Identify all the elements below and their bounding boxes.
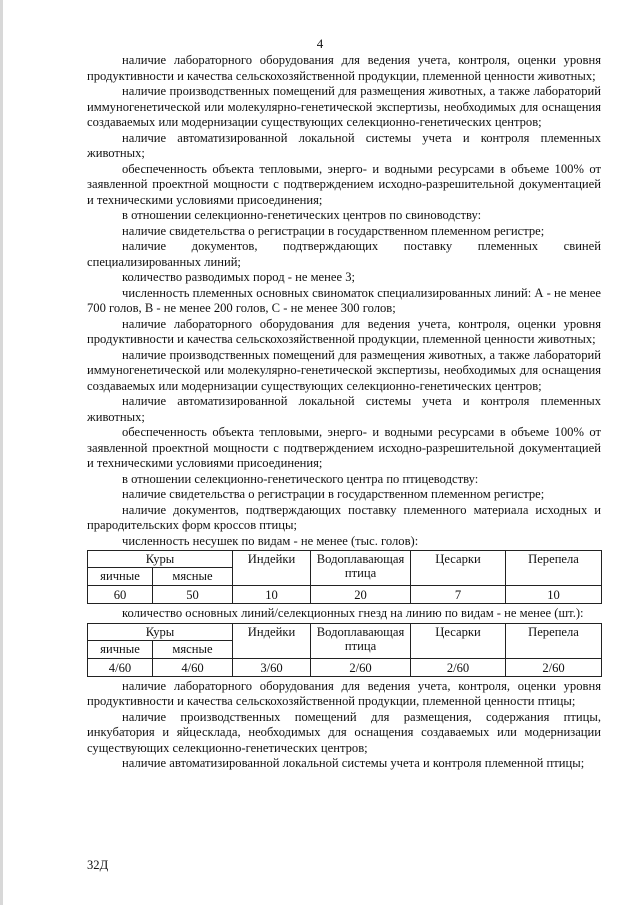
header-egg-chickens: яичные xyxy=(88,640,153,658)
header-quail: Перепела xyxy=(506,551,602,586)
table-cell: 10 xyxy=(506,586,602,604)
paragraph: наличие свидетельства о регистрации в государственном племенном регистре; xyxy=(122,223,545,238)
header-quail: Перепела xyxy=(506,623,602,658)
scan-edge xyxy=(0,0,3,905)
table-cell: 4/60 xyxy=(153,658,233,676)
page-number: 4 xyxy=(316,36,324,51)
paragraph: численность племенных основных свиноматок специализированных линий: А - не менее 700 голов, В - не менее 200 голов, С - не менее 300 голов; xyxy=(87,285,601,315)
paragraph: наличие лабораторного оборудования для ведения учета, контроля, оценки уровня продуктивности и качества сельскохозяйственной продукции, племенной ценности птицы; xyxy=(87,678,601,708)
footer-code: 32Д xyxy=(87,858,109,872)
paragraphs-a xyxy=(87,53,601,549)
paragraph: наличие производственных помещений для размещения животных, а также лабораторий иммуногенетической или молекулярно-генетической экспертизы, необходимых для оснащения создаваемых или модернизации существующих селекционно-генетических центров; xyxy=(87,84,601,129)
section-heading-pigs: в отношении селекционно-генетических центров по свиноводству: xyxy=(122,208,482,222)
paragraph: наличие производственных помещений для размещения, содержания птицы, инкубатория и яйцесклада, необходимых для оснащения создаваемых или модернизации существующих селекционно-генетических центров; xyxy=(87,709,601,755)
header-guinea-fowl: Цесарки xyxy=(411,623,506,658)
table-cell: 7 xyxy=(411,586,506,604)
paragraph: наличие автоматизированной локальной системы учета и контроля племенных животных; xyxy=(87,130,601,160)
header-guinea-fowl: Цесарки xyxy=(411,551,506,586)
lines-count-table xyxy=(87,623,602,677)
paragraph: обеспеченность объекта тепловыми, энерго- и водными ресурсами в объеме 100% от заявленной проектной мощности с подтверждением исходно-разрешительной документацией и техническими условиями присоединения; xyxy=(87,425,601,470)
header-turkeys: Индейки xyxy=(233,551,311,586)
header-egg-chickens: яичные xyxy=(88,568,153,586)
paragraph: обеспеченность объекта тепловыми, энерго- и водными ресурсами в объеме 100% от заявленной проектной мощности с подтверждением исходно-разрешительной документацией и техническими условиями присоединения; xyxy=(87,161,601,207)
paragraph: наличие автоматизированной локальной системы учета и контроля племенных животных; xyxy=(87,394,601,424)
paragraph: наличие лабораторного оборудования для ведения учета, контроля, оценки уровня продуктивности и качества сельскохозяйственной продукции, племенной ценности животных; xyxy=(87,316,601,346)
paragraph: количество разводимых пород - не менее 3; xyxy=(122,270,356,284)
header-waterfowl: Водоплавающая птица xyxy=(311,551,411,586)
document-body xyxy=(87,53,601,772)
header-chickens: Куры xyxy=(88,551,233,568)
table-cell: 10 xyxy=(233,586,311,604)
header-waterfowl: Водоплавающая птица xyxy=(311,623,411,658)
paragraph: наличие лабораторного оборудования для ведения учета, контроля, оценки уровня продуктивности и качества сельскохозяйственной продукции, племенной ценности животных; xyxy=(87,53,601,83)
paragraph: наличие производственных помещений для размещения животных, а также лабораторий иммуногенетической или молекулярно-генетической экспертизы, необходимых для оснащения создаваемых или модернизации существующих селекционно-генетических центров; xyxy=(87,347,601,393)
table2-intro: количество основных линий/селекционных гнезд на линию по видам - не менее (шт.): xyxy=(122,606,584,620)
paragraph: наличие свидетельства о регистрации в государственном племенном регистре; xyxy=(122,487,545,501)
paragraph: наличие документов, подтверждающих поставку племенного материала исходных и прародительских форм кроссов птицы; xyxy=(87,502,601,532)
paragraph: наличие автоматизированной локальной системы учета и контроля племенной птицы; xyxy=(122,756,585,770)
table-cell: 20 xyxy=(311,586,411,604)
table-cell: 4/60 xyxy=(88,658,153,676)
layers-count-table xyxy=(87,550,602,604)
header-meat-chickens: мясные xyxy=(153,640,233,658)
table-cell: 2/60 xyxy=(311,658,411,676)
table-cell: 2/60 xyxy=(411,658,506,676)
table-cell: 50 xyxy=(153,586,233,604)
table-cell: 3/60 xyxy=(233,658,311,676)
table-cell: 60 xyxy=(88,586,153,604)
section-heading-poultry: в отношении селекционно-генетического центра по птицеводству: xyxy=(122,471,479,486)
header-turkeys: Индейки xyxy=(233,623,311,658)
table-cell: 2/60 xyxy=(506,658,602,676)
header-chickens: Куры xyxy=(88,623,233,640)
table1-intro: численность несушек по видам - не менее (тыс. голов): xyxy=(122,533,419,548)
paragraph: наличие документов, подтверждающих поставку племенных свиней специализированных линий; xyxy=(87,239,601,269)
header-meat-chickens: мясные xyxy=(153,568,233,586)
paragraphs-b xyxy=(87,679,601,772)
